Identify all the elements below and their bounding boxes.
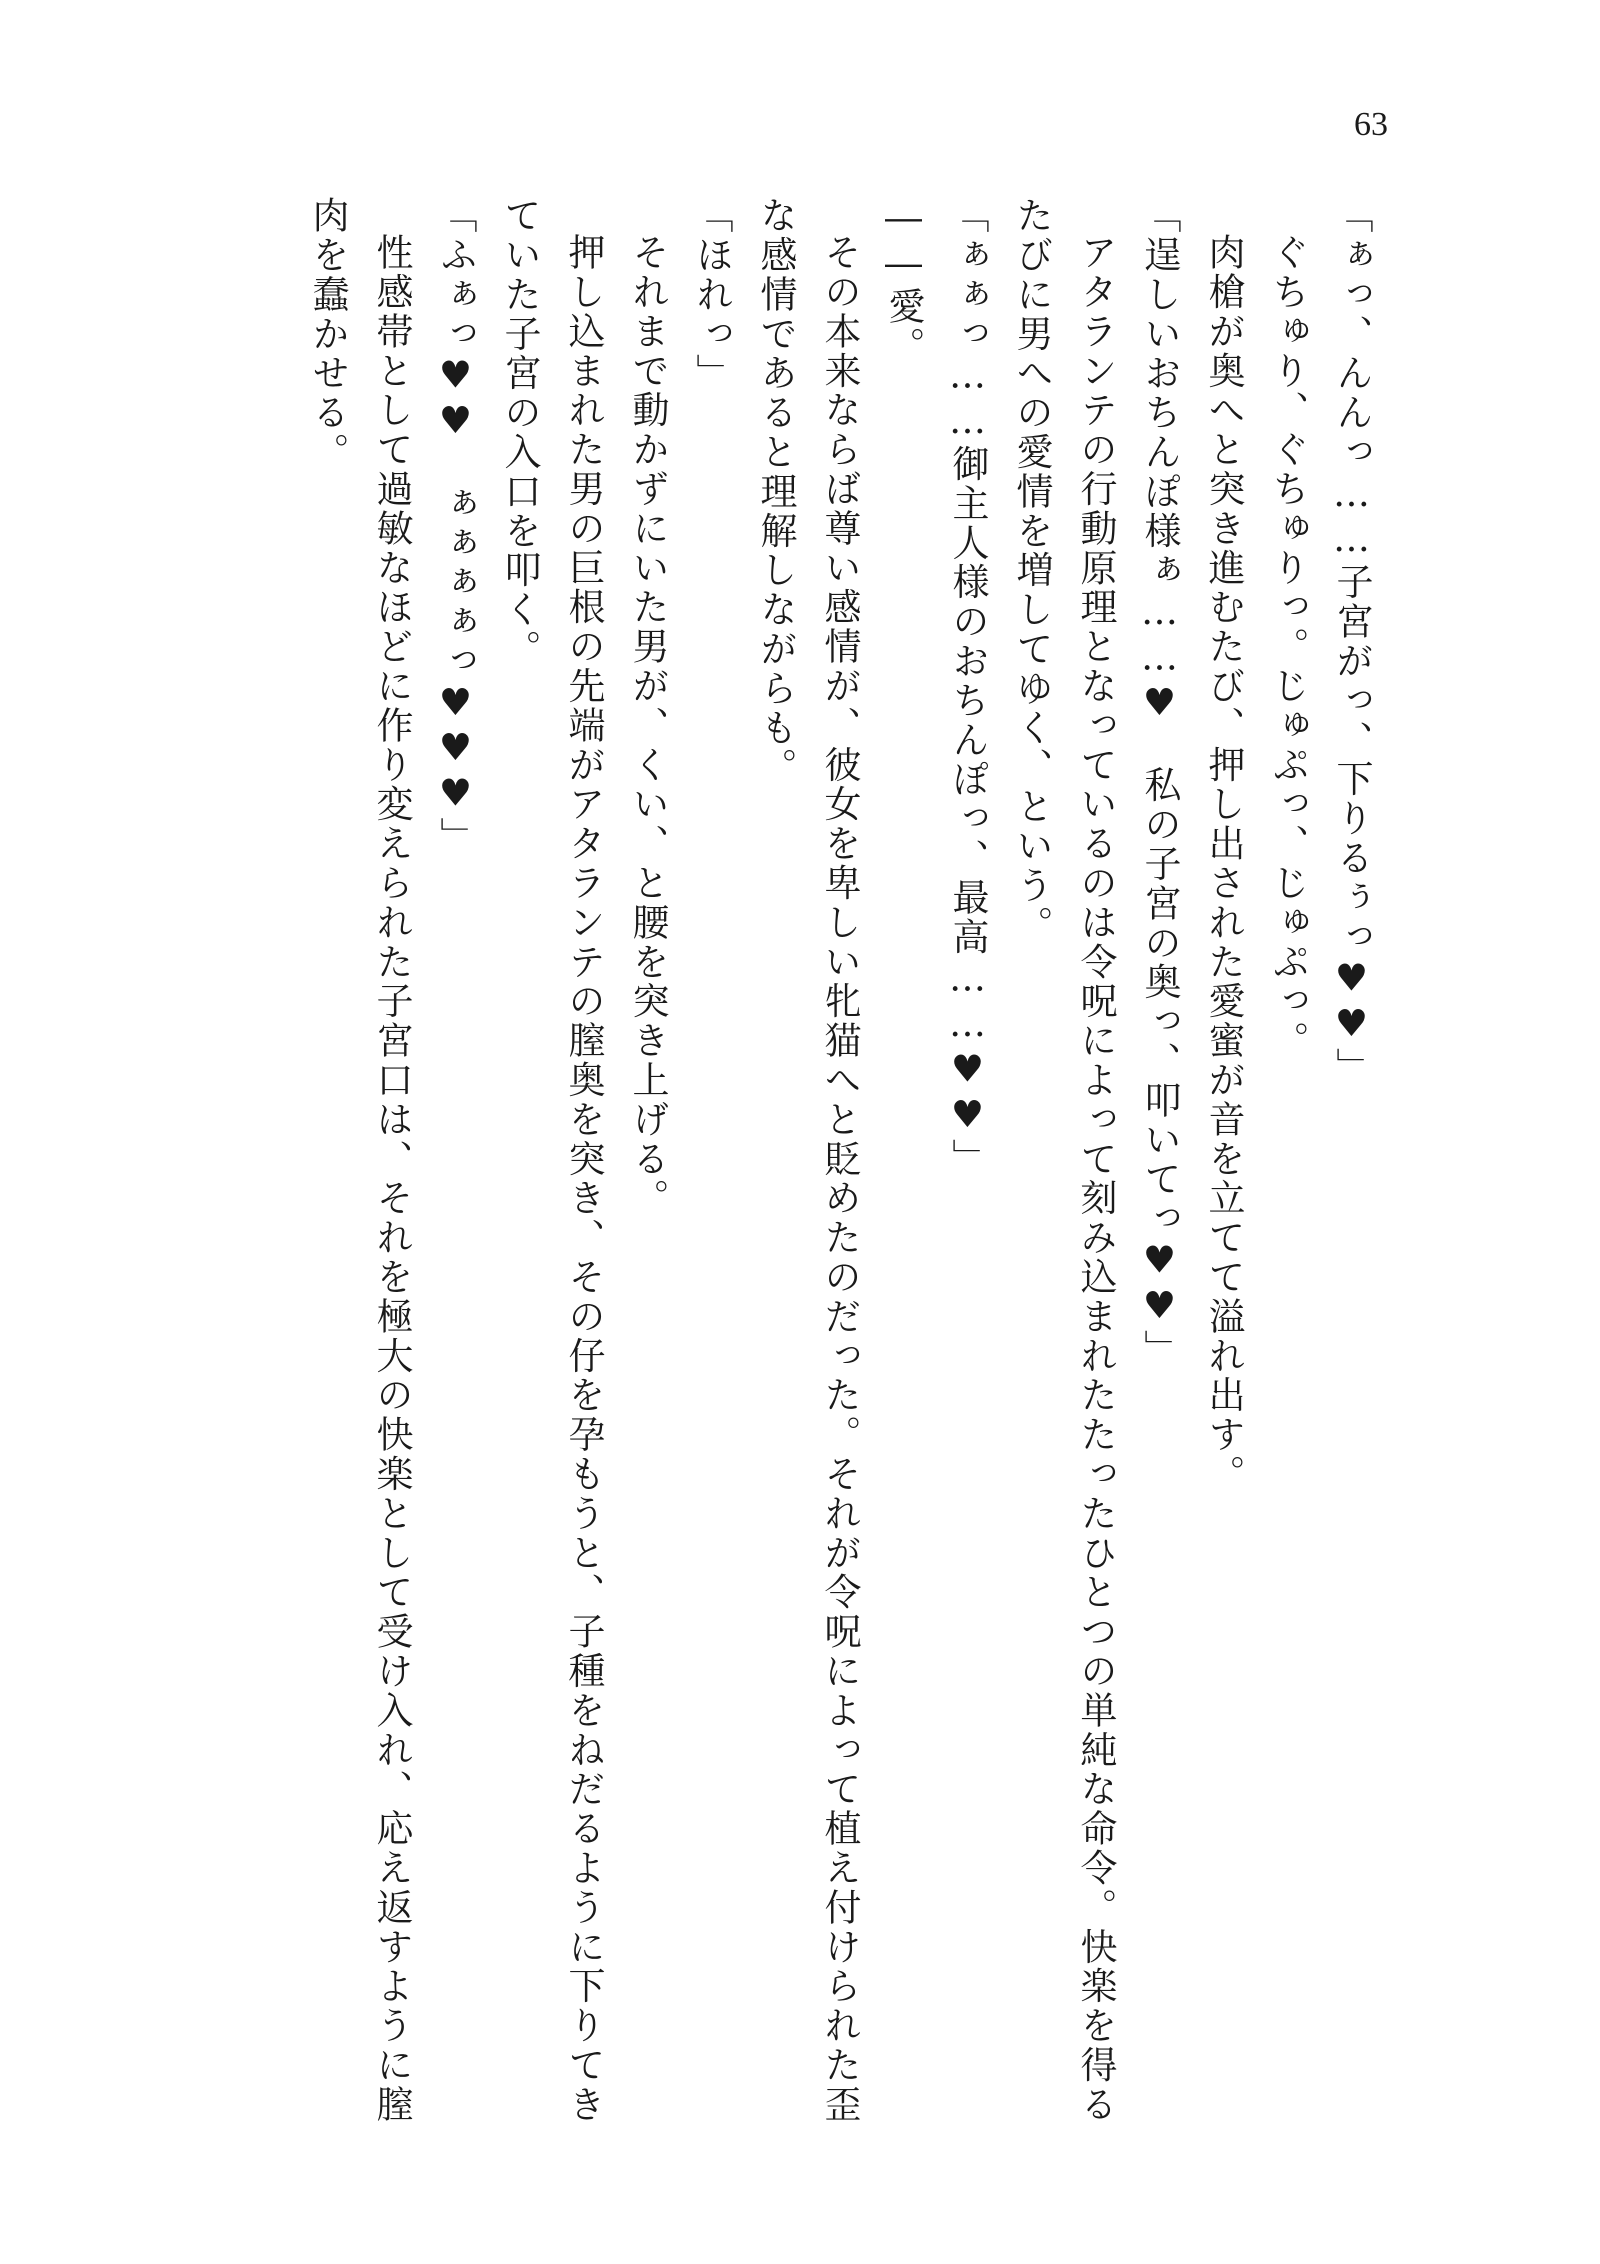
text-line: ていた子宮の入口を叩く。	[498, 196, 541, 669]
text-line: 「逞しいおちんぽ様ぁ……♥ 私の子宮の奥っ、叩いてっ♥♥」	[1138, 196, 1181, 1369]
text-line: 性感帯として過敏なほどに作り変えられた子宮口は、それを極大の快楽として受け入れ、応え返すように膣	[370, 233, 413, 2125]
text-line: 肉槍が奥へと突き進むたび、押し出された愛蜜が音を立てて溢れ出す。	[1202, 233, 1245, 1494]
text-line: ぐちゅり、ぐちゅりっ。じゅぷっ、じゅぷっ。	[1266, 233, 1309, 1061]
vertical-text-block	[190, 196, 1390, 2156]
text-line: アタランテの行動原理となっているのは令呪によって刻み込まれたたったひとつの単純な命令。快楽を得る	[1074, 233, 1117, 2125]
text-line: な感情であると理解しながらも。	[754, 196, 797, 787]
text-line: 「ほれっ」	[690, 196, 733, 393]
page-number: 63	[1354, 106, 1388, 143]
text-line: たびに男への愛情を増してゆく、という。	[1010, 196, 1053, 945]
text-line: 押し込まれた男の巨根の先端がアタランテの膣奥を突き、その仔を孕もうと、子種をねだるように下りてき	[562, 233, 605, 2125]
text-line: 「ぁぁっ……御主人様のおちんぽっ、最高……♥♥」	[946, 196, 989, 1178]
text-line: 肉を蠢かせる。	[306, 196, 349, 472]
text-line: ――愛。	[882, 196, 925, 366]
text-line: 「ぁっ、んんっ……子宮がっ、下りるぅっ♥♥」	[1330, 196, 1373, 1087]
text-line: その本来ならば尊い感情が、彼女を卑しい牝猫へと貶めたのだった。それが令呪によって植え付けられた歪	[818, 233, 861, 2125]
text-line: それまで動かずにいた男が、くい、と腰を突き上げる。	[626, 233, 669, 1218]
text-line: 「ふぁっ♥♥ ぁぁぁぁっ♥♥♥」	[434, 196, 477, 857]
